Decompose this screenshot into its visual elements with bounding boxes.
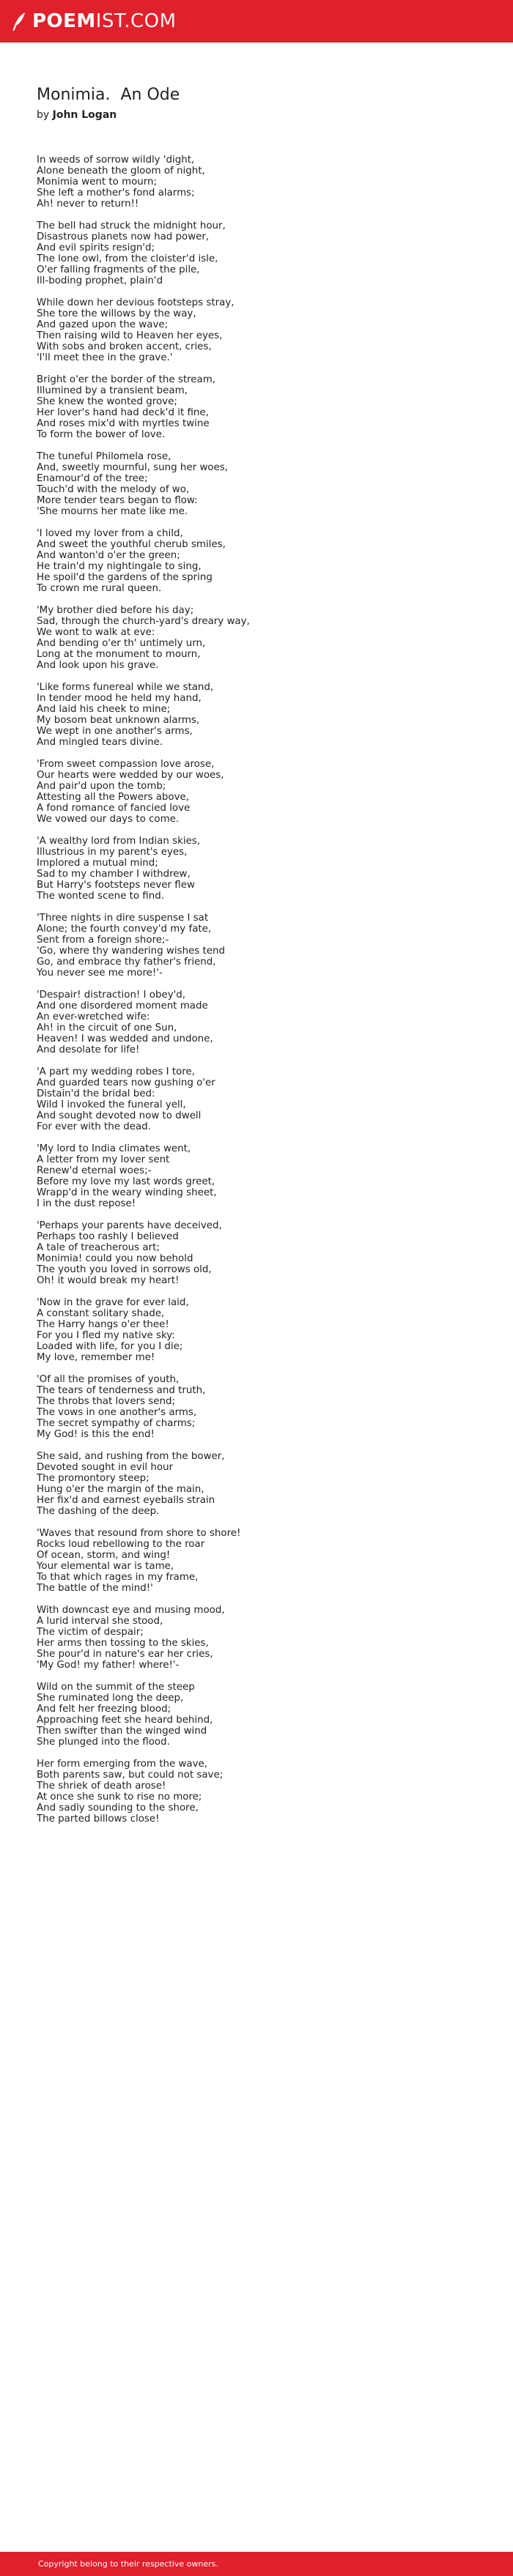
poem-line: The tuneful Philomela rose, [37,451,171,462]
poem-line: And guarded tears now gushing o'er [37,1077,215,1088]
poem-line: Loaded with life, for you I die; [37,1341,183,1352]
stanza [37,990,476,1055]
poem-line: Her lover's hand had deck'd it fine, [37,407,209,418]
poem-line: 'Three nights in dire suspense I sat [37,913,209,924]
stanza [37,605,476,671]
poem-line: At once she sunk to rise no more; [37,1792,202,1803]
poem-line: And desolate for life! [37,1044,140,1055]
poem-line: Wild I invoked the funeral yell, [37,1099,186,1110]
poem-line: Monimia went to mourn; [37,177,158,188]
poem-line: 'I loved my lover from a child, [37,528,183,539]
poem-line: Alone beneath the gloom of night, [37,166,205,177]
site-footer [0,2552,513,2576]
poem-line: We vowed our days to come. [37,814,180,825]
poem-line: With sobs and broken accent, cries, [37,341,212,352]
poem-line: Renew'd eternal woes;- [37,1165,152,1176]
poem-line: Ah! in the circuit of one Sun, [37,1022,177,1033]
poem-line: The vows in one another's arms, [37,1407,197,1418]
poem-line: The wonted scene to find. [37,891,164,902]
poem-line: The lone owl, from the cloister'd isle, [37,253,218,264]
poem-line: The promontory steep; [37,1473,150,1484]
poem-line: 'A wealthy lord from Indian skies, [37,836,201,847]
poem-line: She left a mother's fond alarms; [37,188,195,198]
site-header [0,0,513,42]
poem-line: Devoted sought in evil hour [37,1462,174,1473]
poem-line: To form the bower of love. [37,429,166,440]
poem-line: A tale of treacherous art; [37,1242,160,1253]
stanza [37,1528,476,1594]
poem-line: Go, and embrace thy father's friend, [37,957,216,968]
stanza [37,1451,476,1517]
poem-line: She tore the willows by the way, [37,308,196,319]
poem-line: A constant solitary shade, [37,1308,165,1319]
poem-line: In tender mood he held my hand, [37,693,202,704]
poem-line: The secret sympathy of charms; [37,1418,196,1429]
poem-line: In weeds of sorrow wildly 'dight, [37,155,195,166]
poem-line: A fond romance of fancied love [37,803,191,814]
byline-prefix: by [37,109,50,121]
poem-line: Oh! it would break my heart! [37,1275,180,1286]
poem-line: My love, remember me! [37,1352,155,1363]
stanza [37,1374,476,1440]
poem-line: And one disordered moment made [37,1001,208,1012]
stanza [37,1220,476,1286]
poem-line: 'Perhaps your parents have deceived, [37,1220,222,1231]
poem-line: Her form emerging from the wave, [37,1759,208,1770]
poem-line: Illumined by a transient beam, [37,385,188,396]
poem-line: Then swifter than the winged wind [37,1726,207,1737]
poem-line: For you I fled my native sky: [37,1330,175,1341]
poem-line: Our hearts were wedded by our woes, [37,770,224,781]
poem-line: But Harry's footsteps never flew [37,880,195,891]
stanza [37,759,476,825]
stanza [37,374,476,440]
poem-line: And, sweetly mournful, sung her woes, [37,462,228,473]
poem-line: Sad to my chamber I withdrew, [37,869,191,880]
poem-line: She knew the wonted grove; [37,396,177,407]
poem-line: 'Now in the grave for ever laid, [37,1297,189,1308]
poem-line: The shriek of death arose! [37,1781,166,1792]
poem-line: 'Of all the promises of youth, [37,1374,180,1385]
poem-line: Rocks loud rebellowing to the roar [37,1539,205,1550]
stanza [37,1759,476,1825]
poem-content [37,85,476,1836]
poem-line: Ah! never to return!! [37,198,139,209]
author-link[interactable]: John Logan [52,109,117,121]
poem-line: 'Despair! distraction! I obey'd, [37,990,186,1001]
stanza [37,913,476,979]
poem-line: He spoil'd the gardens of the spring [37,572,213,583]
poem-line: And laid his cheek to mine; [37,704,171,715]
poem-line: The tears of tenderness and truth, [37,1385,206,1396]
poem-line: Both parents saw, but could not save; [37,1770,224,1781]
poem-line: Bright o'er the border of the stream, [37,374,216,385]
poem-line: 'She mourns her mate like me. [37,506,188,517]
poem-line: And mingled tears divine. [37,737,163,748]
poem-line: The Harry hangs o'er thee! [37,1319,169,1330]
poem-line: Implored a mutual mind; [37,858,158,869]
poem-line: Alone; the fourth convey'd my fate, [37,924,212,935]
poem-line: 'Go, where thy wandering wishes tend [37,946,225,957]
poem-line: With downcast eye and musing mood, [37,1605,225,1616]
stanza [37,836,476,902]
poem-line: To crown me rural queen. [37,583,162,594]
poem-line: 'My brother died before his day; [37,605,194,616]
poem-line: A letter from my lover sent [37,1154,170,1165]
poem-line: And sought devoted now to dwell [37,1110,202,1121]
poem-line: Monimia! could you now behold [37,1253,193,1264]
site-logo[interactable] [10,11,177,31]
poem-line: Distain'd the bridal bed: [37,1088,155,1099]
poem-line: 'A part my wedding robes I tore, [37,1066,195,1077]
poem-line: More tender tears began to flow: [37,495,198,506]
poem-line: Disastrous planets now had power, [37,231,210,242]
poem-line: For ever with the dead. [37,1121,151,1132]
poem-line: We wont to walk at eve: [37,627,155,638]
stanza [37,297,476,363]
poem-line: Her fix'd and earnest eyeballs strain [37,1495,215,1506]
poem-line: Wrapp'd in the weary winding sheet, [37,1187,217,1198]
poem-line: And pair'd upon the tomb; [37,781,166,792]
poem-line: Touch'd with the melody of wo, [37,484,190,495]
poem-line: She plunged into the flood. [37,1737,170,1748]
poem-line: 'From sweet compassion love arose, [37,759,215,770]
poem-line: She ruminated long the deep, [37,1693,184,1704]
poem-line: O'er falling fragments of the pile, [37,264,200,275]
poem-line: 'Waves that resound from shore to shore! [37,1528,241,1539]
poem-line: The bell had struck the midnight hour, [37,220,226,231]
poem-line: And felt her freezing blood; [37,1704,171,1715]
poem-line: Ill-boding prophet, plain'd [37,275,163,286]
poem-line: Wild on the summit of the steep [37,1682,195,1693]
poem-line: She pour'd in nature's ear her cries, [37,1649,213,1660]
poem-line: My bosom beat unknown alarms, [37,715,200,726]
poem-line: Illustrious in my parent's eyes, [37,847,188,858]
poem-line: Your elemental war is tame, [37,1561,174,1572]
poem-line: We wept in one another's arms, [37,726,193,737]
poem-line: The youth you loved in sorrows old, [37,1264,212,1275]
poem-line: The battle of the mind!' [37,1583,153,1594]
poem-line: 'My God! my father! where!'- [37,1660,180,1671]
poem-line: 'Like forms funereal while we stand, [37,682,214,693]
poem-line: And bending o'er th' untimely urn, [37,638,206,649]
poem-line: And look upon his grave. [37,660,159,671]
poem-line: Sent from a foreign shore;- [37,935,169,946]
poem-line: The throbs that lovers send; [37,1396,176,1407]
poem-line: The parted billows close! [37,1814,160,1825]
stanza [37,1682,476,1748]
stanza [37,220,476,286]
poem-line: The dashing of the deep. [37,1506,160,1517]
stanza [37,1605,476,1671]
poem-body [37,155,476,1825]
quill-icon [10,11,26,31]
poem-line: Approaching feet she heard behind, [37,1715,213,1726]
poem-line: And gazed upon the wave; [37,319,169,330]
poem-line: Perhaps too rashly I believed [37,1231,179,1242]
poem-line: 'I'll meet thee in the grave.' [37,352,173,363]
stanza [37,155,476,209]
copyright-text: Copyright belong to their respective owners. [38,2559,218,2569]
poem-line: Long at the monument to mourn, [37,649,201,660]
poem-line: While down her devious footsteps stray, [37,297,235,308]
poem-line: An ever-wretched wife: [37,1012,150,1022]
poem-line: I in the dust repose! [37,1198,136,1209]
stanza [37,1143,476,1209]
poem-line: Before my love my last words greet, [37,1176,215,1187]
poem-line: Her arms then tossing to the skies, [37,1638,209,1649]
poem-line: And sweet the youthful cherub smiles, [37,539,226,550]
stanza [37,528,476,594]
poem-line: Heaven! I was wedded and undone, [37,1033,213,1044]
poem-line: Hung o'er the margin of the main, [37,1484,204,1495]
poem-line: Sad, through the church-yard's dreary way, [37,616,250,627]
logo-text: POEMIST.COM [32,10,177,32]
stanza [37,1297,476,1363]
stanza [37,682,476,748]
poem-line: And roses mix'd with myrtles twine [37,418,210,429]
poem-line: Enamour'd of the tree; [37,473,148,484]
poem-line: Attesting all the Powers above, [37,792,190,803]
poem-line: Of ocean, storm, and wing! [37,1550,171,1561]
poem-line: 'My lord to India climates went, [37,1143,191,1154]
poem-line: To that which rages in my frame, [37,1572,199,1583]
poem-line: My God! is this the end! [37,1429,155,1440]
poem-line: And evil spirits resign'd; [37,242,155,253]
poem-line: Then raising wild to Heaven her eyes, [37,330,223,341]
poem-line: You never see me more!'- [37,968,163,979]
poem-line: A lurid interval she stood, [37,1616,163,1627]
poem-line: She said, and rushing from the bower, [37,1451,225,1462]
poem-line: The victim of despair; [37,1627,144,1638]
poem-title: Monimia. An Ode [37,86,180,104]
poem-line: And wanton'd o'er the green; [37,550,180,561]
stanza [37,1066,476,1132]
poem-line: He train'd my nightingale to sing, [37,561,202,572]
byline [37,108,476,122]
poem-line: And sadly sounding to the shore, [37,1803,199,1814]
stanza [37,451,476,517]
